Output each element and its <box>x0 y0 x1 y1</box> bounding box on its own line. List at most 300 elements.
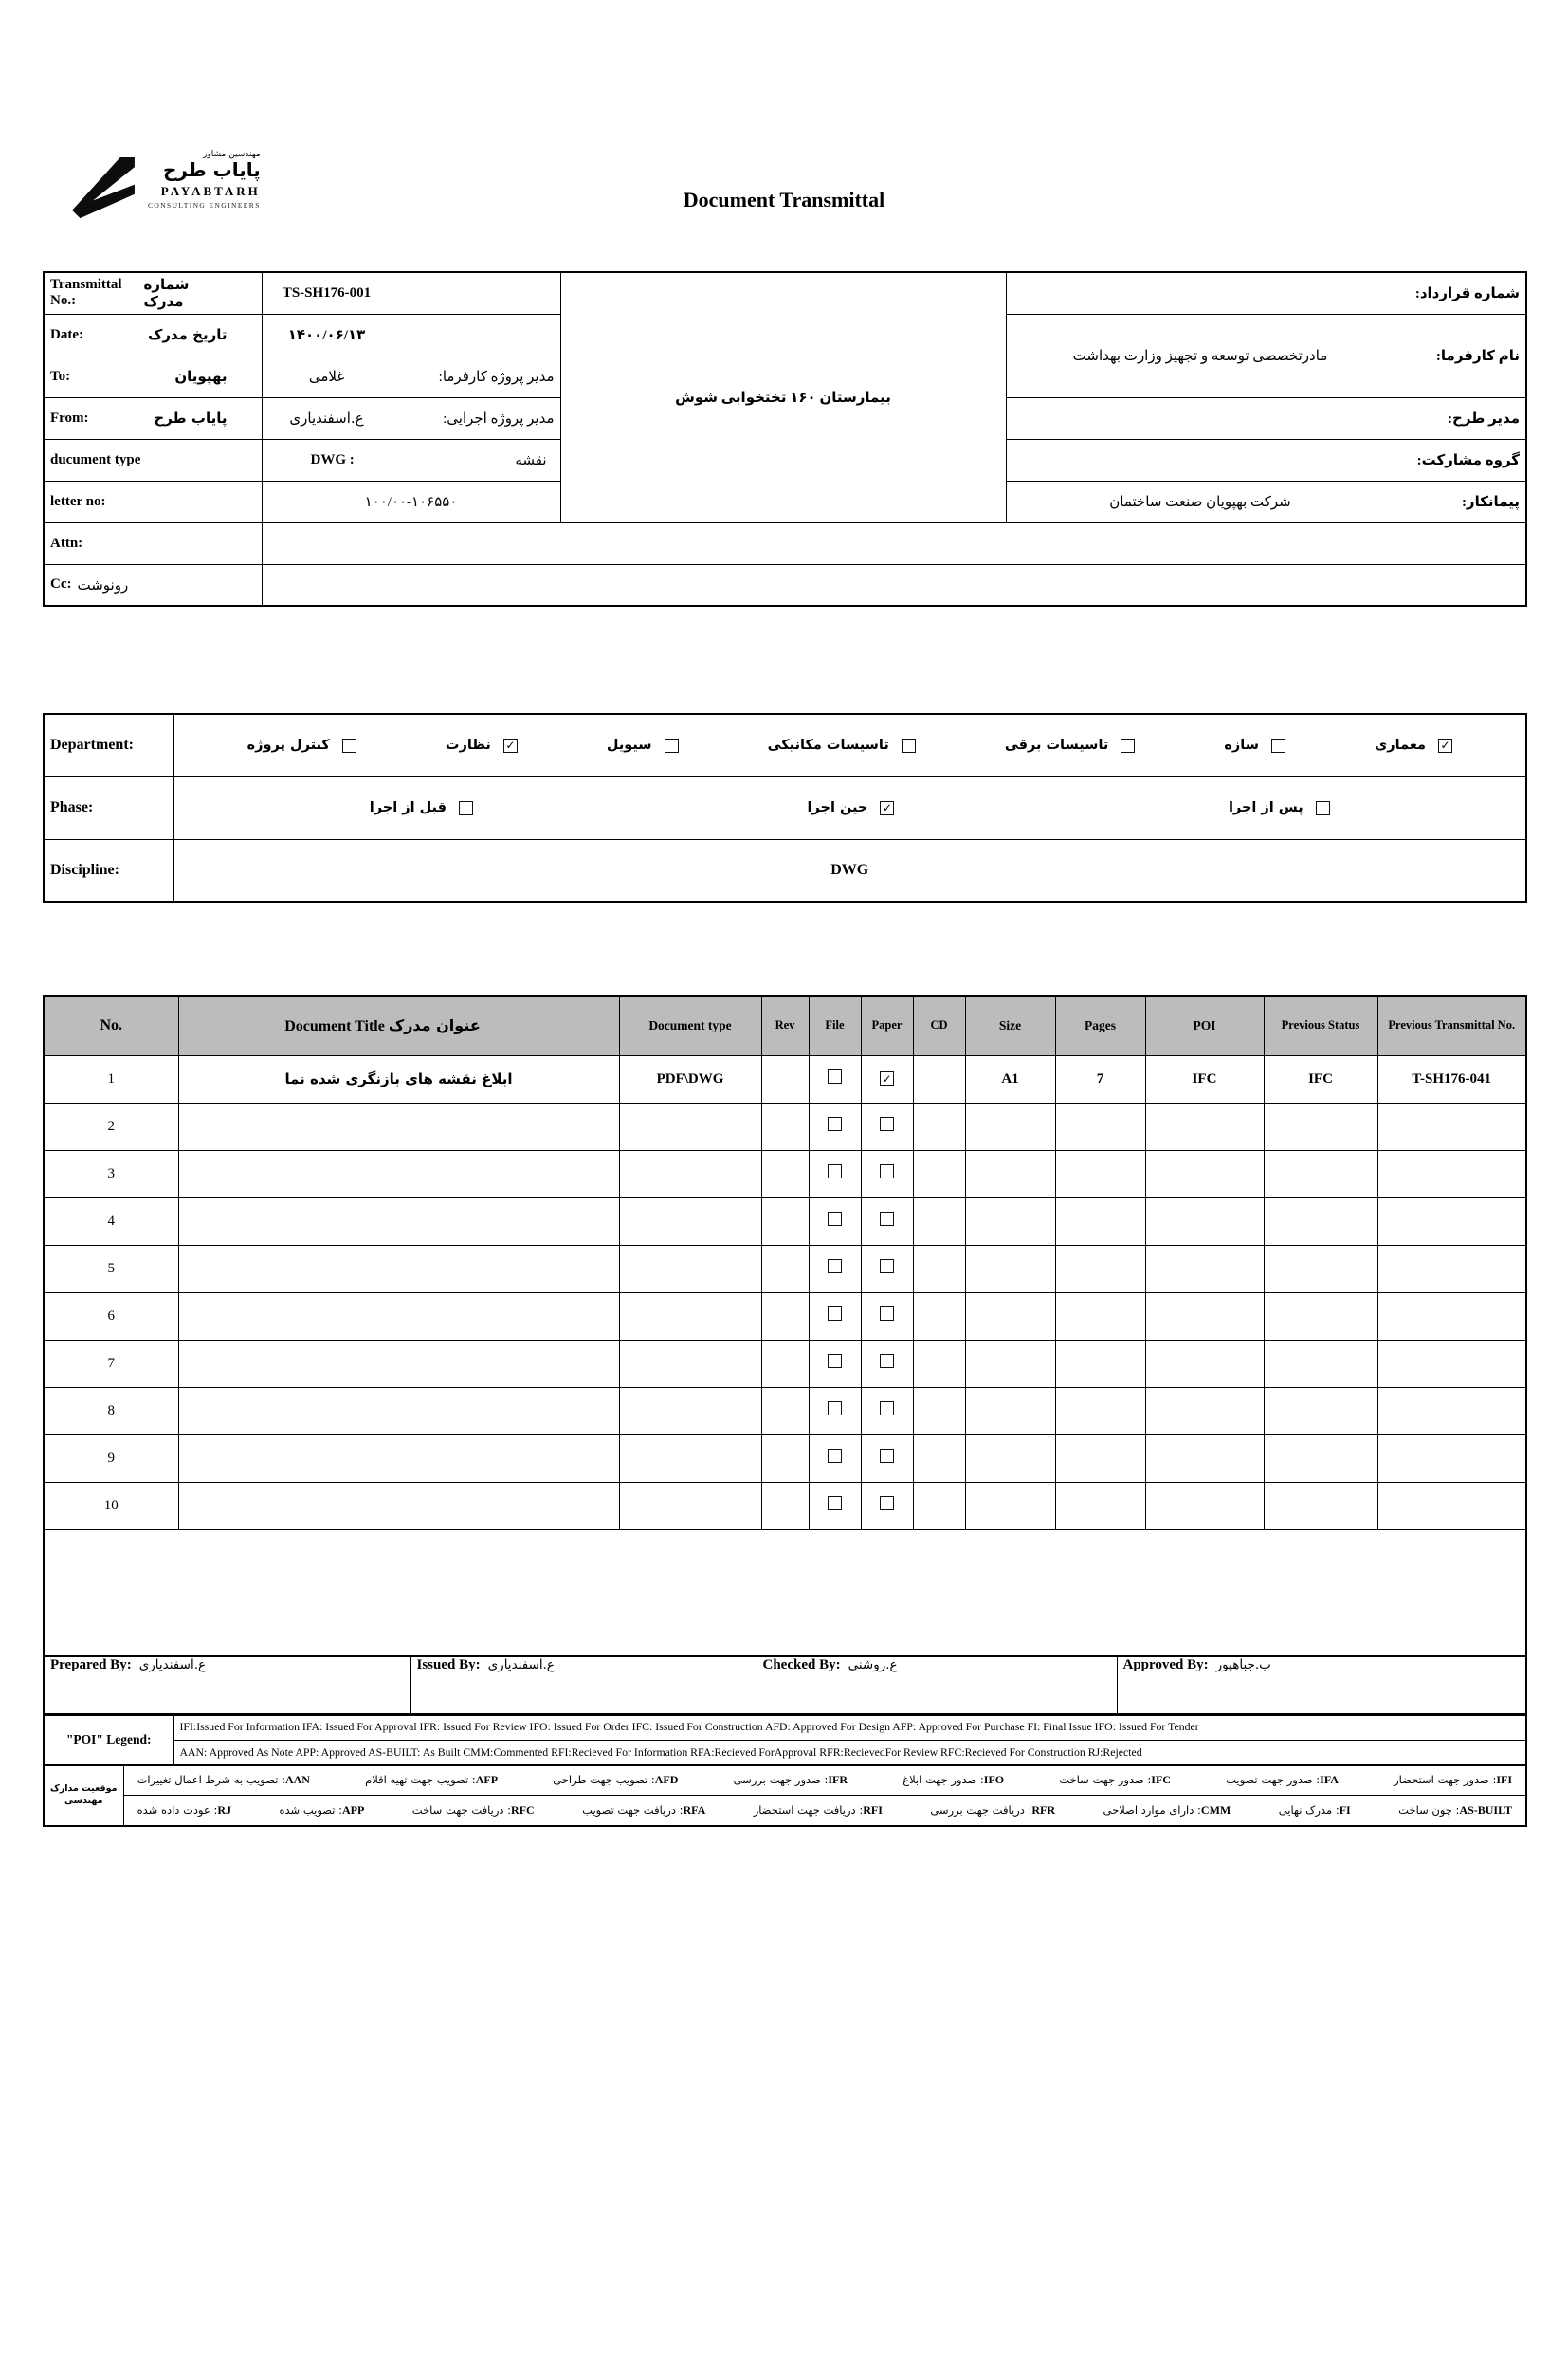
document-cell-rev <box>761 1245 809 1292</box>
phase-option-label: قبل از اجرا <box>369 800 447 815</box>
document-cell-no: 6 <box>44 1292 178 1340</box>
contract-no-label: شماره قرارداد: <box>1395 272 1526 314</box>
document-cell-cd <box>913 1245 965 1292</box>
cc-value-cell <box>262 564 1526 606</box>
document-cell-file <box>809 1055 861 1103</box>
document-cell-size <box>965 1150 1055 1197</box>
legend-item: RJ: عودت داده شده <box>137 1802 232 1817</box>
document-cell-pages <box>1055 1434 1145 1482</box>
partnership-group-label: گروه مشارکت: <box>1395 439 1526 481</box>
design-manager-label: مدیر طرح: <box>1395 397 1526 439</box>
phase-option <box>808 800 895 815</box>
document-cell-size <box>965 1197 1055 1245</box>
approved-by-cell <box>1117 1656 1526 1715</box>
document-cell-title <box>178 1197 619 1245</box>
transmittal-no-label-en: Transmittal No.: <box>50 277 122 309</box>
document-cell-paper <box>861 1055 913 1103</box>
document-cell-type <box>619 1197 761 1245</box>
document-row <box>44 1482 1526 1529</box>
document-cell-no: 4 <box>44 1197 178 1245</box>
issued-by-label: Issued By: <box>416 1656 481 1672</box>
legend-item: IFO: صدور جهت ابلاغ <box>903 1773 1005 1787</box>
document-cell-type <box>619 1434 761 1482</box>
document-row <box>44 1055 1526 1103</box>
document-cell-poi <box>1145 1150 1264 1197</box>
document-cell-paper <box>861 1387 913 1434</box>
to-value: بهپویان <box>174 368 228 385</box>
document-cell-title <box>178 1150 619 1197</box>
department-checkbox[interactable] <box>1271 739 1285 753</box>
document-cell-prev_status <box>1264 1340 1377 1387</box>
discipline-row <box>44 839 1526 902</box>
file-checkbox[interactable] <box>828 1306 842 1321</box>
phase-label: Phase: <box>44 776 173 839</box>
document-cell-size <box>965 1434 1055 1482</box>
department-checkbox[interactable] <box>902 739 916 753</box>
header-size: Size <box>965 996 1055 1055</box>
document-cell-paper <box>861 1150 913 1197</box>
legend-item: AFD: تصویب جهت طراحی <box>553 1773 679 1787</box>
documents-table <box>43 995 1527 1657</box>
document-cell-cd <box>913 1387 965 1434</box>
document-cell-rev <box>761 1197 809 1245</box>
file-checkbox[interactable] <box>828 1117 842 1131</box>
document-cell-poi <box>1145 1292 1264 1340</box>
legend-item: IFA: صدور جهت تصویب <box>1226 1773 1339 1787</box>
legend-code: RJ <box>217 1802 232 1817</box>
document-cell-type: PDF\DWG <box>619 1055 761 1103</box>
document-cell-type <box>619 1150 761 1197</box>
phase-option-label: پس از اجرا <box>1228 800 1304 815</box>
department-checkbox[interactable] <box>1121 739 1135 753</box>
document-cell-rev <box>761 1103 809 1150</box>
document-cell-size <box>965 1482 1055 1529</box>
department-option <box>1005 738 1136 753</box>
phase-checkbox[interactable]: ✓ <box>880 801 894 815</box>
document-cell-paper <box>861 1434 913 1482</box>
document-row <box>44 1434 1526 1482</box>
document-cell-prev_status <box>1264 1150 1377 1197</box>
poi-legend-fa-table <box>43 1764 1527 1827</box>
document-cell-prev_status <box>1264 1245 1377 1292</box>
document-cell-poi <box>1145 1245 1264 1292</box>
document-row <box>44 1245 1526 1292</box>
document-cell-prev_transmittal <box>1377 1482 1526 1529</box>
logo-subtitle: CONSULTING ENGINEERS <box>148 201 261 210</box>
doctype-value-cell <box>262 439 560 481</box>
document-cell-no: 3 <box>44 1150 178 1197</box>
document-cell-no: 1 <box>44 1055 178 1103</box>
legend-code: APP <box>342 1802 365 1817</box>
approved-by-label: Approved By: <box>1122 1656 1209 1672</box>
document-cell-title: ابلاغ نقشه های بازنگری شده نما <box>178 1055 619 1103</box>
document-cell-file <box>809 1387 861 1434</box>
department-option <box>446 738 518 753</box>
documents-empty-area <box>44 1529 1526 1656</box>
document-cell-no: 8 <box>44 1387 178 1434</box>
legend-code: CMM <box>1200 1802 1231 1817</box>
document-row <box>44 1387 1526 1434</box>
document-cell-title <box>178 1103 619 1150</box>
document-cell-no: 7 <box>44 1340 178 1387</box>
document-row <box>44 1292 1526 1340</box>
legend-item: AS-BUILT: چون ساخت <box>1398 1802 1512 1817</box>
legend-item: IFI: صدور جهت استحضار <box>1394 1773 1512 1787</box>
cc-label-en: Cc: <box>50 576 72 593</box>
legend-item: RFI: دریافت جهت استحضار <box>753 1802 883 1817</box>
poi-legend-row-1 <box>44 1714 1526 1740</box>
poi-legend-fa-line2-cell <box>123 1796 1526 1826</box>
document-cell-rev <box>761 1387 809 1434</box>
department-checkbox[interactable] <box>342 739 356 753</box>
logo-brand-en: PAYABTARH <box>160 184 261 198</box>
document-cell-pages <box>1055 1103 1145 1150</box>
department-option-label: تاسیسات برقی <box>1004 738 1109 754</box>
legend-item: IFR: صدور جهت بررسی <box>733 1773 848 1787</box>
document-cell-type <box>619 1387 761 1434</box>
doctype-label: ducument type <box>50 451 141 467</box>
doctype-label-cell <box>44 439 262 481</box>
legend-item: RFR: دریافت جهت بررسی <box>930 1802 1056 1817</box>
phase-row <box>44 776 1526 839</box>
legend-code: AAN <box>284 1773 310 1787</box>
doctype-value: DWG : <box>310 451 355 467</box>
legend-code: AFP <box>475 1773 499 1787</box>
document-cell-cd <box>913 1292 965 1340</box>
document-cell-file <box>809 1434 861 1482</box>
document-cell-rev <box>761 1150 809 1197</box>
cc-label-fa: رونوشت <box>77 575 129 594</box>
department-label: Department: <box>44 714 173 776</box>
contractor-value: شرکت بهپویان صنعت ساختمان <box>1006 481 1395 522</box>
header-title <box>178 996 619 1055</box>
department-row <box>44 714 1526 776</box>
document-cell-title <box>178 1482 619 1529</box>
document-cell-poi: IFC <box>1145 1055 1264 1103</box>
document-cell-file <box>809 1245 861 1292</box>
document-cell-title <box>178 1292 619 1340</box>
file-checkbox[interactable] <box>828 1496 842 1510</box>
legend-item: CMM: دارای موارد اصلاحی <box>1103 1802 1231 1817</box>
legend-item: IFC: صدور جهت ساخت <box>1059 1773 1171 1787</box>
document-cell-size <box>965 1103 1055 1150</box>
document-cell-paper <box>861 1292 913 1340</box>
poi-legend-fa-row-2 <box>44 1796 1526 1826</box>
discipline-label: Discipline: <box>44 839 173 902</box>
checked-by-name: ع.روشنی <box>848 1656 898 1672</box>
checked-by-cell <box>757 1656 1117 1715</box>
legend-code: IFI <box>1496 1773 1512 1787</box>
contract-no-value <box>1006 272 1395 314</box>
transmittal-no-value: TS-SH176-001 <box>262 272 392 314</box>
document-cell-rev <box>761 1340 809 1387</box>
header-title-fa: عنوان مدرک <box>388 1016 481 1035</box>
poi-legend-row-2 <box>44 1740 1526 1765</box>
paper-checkbox[interactable] <box>880 1164 894 1178</box>
paper-checkbox[interactable] <box>880 1401 894 1415</box>
file-checkbox[interactable] <box>828 1259 842 1273</box>
document-cell-size <box>965 1340 1055 1387</box>
from-role-label: مدیر پروژه اجرایی: <box>392 397 560 439</box>
letter-no-label: letter no: <box>50 493 106 509</box>
document-cell-rev <box>761 1434 809 1482</box>
prepared-by-name: ع.اسفندیاری <box>138 1656 207 1672</box>
document-cell-poi <box>1145 1103 1264 1150</box>
document-cell-poi <box>1145 1387 1264 1434</box>
from-label: From: <box>50 410 89 426</box>
letter-no-value: ۱۰۰/۰۰-۱۰۶۵۵۰ <box>262 481 560 522</box>
paper-checkbox[interactable] <box>880 1117 894 1131</box>
document-row <box>44 1150 1526 1197</box>
document-cell-cd <box>913 1340 965 1387</box>
phase-checkbox[interactable] <box>459 801 473 815</box>
issued-by-name: ع.اسفندیاری <box>487 1656 555 1672</box>
phase-options-cell <box>173 776 1526 839</box>
partnership-group-value <box>1006 439 1395 481</box>
file-checkbox[interactable] <box>828 1069 842 1084</box>
empty-cell <box>392 314 560 356</box>
from-person: ع.اسفندیاری <box>262 397 392 439</box>
empty-cell <box>392 272 560 314</box>
department-checkbox[interactable]: ✓ <box>503 739 518 753</box>
poi-legend-fa-line1 <box>130 1773 1521 1787</box>
file-checkbox[interactable] <box>828 1164 842 1178</box>
department-options <box>180 738 1521 753</box>
legend-item: AAN: تصویب به شرط اعمال تغییرات <box>137 1773 310 1787</box>
document-cell-prev_transmittal <box>1377 1103 1526 1150</box>
contractor-label: پیمانکار: <box>1395 481 1526 522</box>
document-cell-prev_status <box>1264 1482 1377 1529</box>
document-cell-title <box>178 1340 619 1387</box>
document-cell-no: 5 <box>44 1245 178 1292</box>
to-label-cell <box>44 356 262 397</box>
approved-by-name: ب.جباهپور <box>1215 1656 1271 1672</box>
document-cell-cd <box>913 1055 965 1103</box>
legend-item: APP: تصویب شده <box>279 1802 365 1817</box>
legend-code: IFA <box>1320 1773 1339 1787</box>
transmittal-label-cell <box>44 272 262 314</box>
classification-table <box>43 713 1527 903</box>
document-cell-prev_transmittal <box>1377 1245 1526 1292</box>
letter-no-label-cell <box>44 481 262 522</box>
issued-by-cell <box>410 1656 757 1715</box>
legend-item: RFA: دریافت جهت تصویب <box>582 1802 706 1817</box>
paper-checkbox[interactable] <box>880 1306 894 1321</box>
document-cell-paper <box>861 1340 913 1387</box>
document-cell-size: A1 <box>965 1055 1055 1103</box>
department-option-label: سیویل <box>606 738 652 754</box>
header-cd: CD <box>913 996 965 1055</box>
legend-code: RFR <box>1031 1802 1056 1817</box>
design-manager-value <box>1006 397 1395 439</box>
department-checkbox[interactable]: ✓ <box>1438 739 1452 753</box>
document-cell-size <box>965 1245 1055 1292</box>
department-option-label: نظارت <box>445 738 491 754</box>
attn-label-cell <box>44 522 262 564</box>
legend-item: RFC: دریافت جهت ساخت <box>411 1802 535 1817</box>
department-option <box>768 738 916 753</box>
prepared-by-label: Prepared By: <box>50 1656 132 1672</box>
document-cell-prev_transmittal <box>1377 1292 1526 1340</box>
phase-option-label: حین اجرا <box>807 800 868 815</box>
poi-legend-fa-row-1 <box>44 1765 1526 1796</box>
legend-code: IFC <box>1151 1773 1171 1787</box>
cc-label-cell <box>44 564 262 606</box>
department-option <box>607 738 679 753</box>
document-cell-prev_status: IFC <box>1264 1055 1377 1103</box>
department-checkbox[interactable] <box>665 739 679 753</box>
paper-checkbox[interactable] <box>880 1212 894 1226</box>
info-row-transmittal <box>44 272 1526 314</box>
header-document-type: Document type <box>619 996 761 1055</box>
document-cell-cd <box>913 1103 965 1150</box>
date-label-en: Date: <box>50 326 83 342</box>
file-checkbox[interactable] <box>828 1449 842 1463</box>
page-title: Document Transmittal <box>683 188 885 211</box>
document-cell-size <box>965 1387 1055 1434</box>
document-cell-prev_transmittal <box>1377 1387 1526 1434</box>
department-option <box>1375 738 1452 753</box>
paper-checkbox[interactable]: ✓ <box>880 1071 894 1086</box>
transmittal-no-label-fa: شماره مدرک <box>143 276 190 311</box>
document-cell-prev_transmittal: T-SH176-041 <box>1377 1055 1526 1103</box>
file-checkbox[interactable] <box>828 1212 842 1226</box>
document-cell-pages <box>1055 1482 1145 1529</box>
document-cell-file <box>809 1482 861 1529</box>
attn-label: Attn: <box>50 535 83 551</box>
document-cell-cd <box>913 1434 965 1482</box>
document-cell-file <box>809 1150 861 1197</box>
document-cell-paper <box>861 1197 913 1245</box>
document-cell-type <box>619 1292 761 1340</box>
paper-checkbox[interactable] <box>880 1496 894 1510</box>
department-option-label: سازه <box>1224 738 1259 754</box>
prepared-by-cell <box>44 1656 410 1715</box>
document-row <box>44 1340 1526 1387</box>
document-cell-no: 2 <box>44 1103 178 1150</box>
document-cell-pages: 7 <box>1055 1055 1145 1103</box>
documents-empty-area-row <box>44 1529 1526 1656</box>
document-cell-prev_transmittal <box>1377 1150 1526 1197</box>
document-cell-prev_transmittal <box>1377 1340 1526 1387</box>
document-cell-prev_status <box>1264 1197 1377 1245</box>
document-cell-poi <box>1145 1340 1264 1387</box>
file-checkbox[interactable] <box>828 1401 842 1415</box>
info-row-cc <box>44 564 1526 606</box>
document-cell-title <box>178 1387 619 1434</box>
document-cell-no: 9 <box>44 1434 178 1482</box>
date-label-cell <box>44 314 262 356</box>
document-row <box>44 1103 1526 1150</box>
legend-code: AS-BUILT <box>1459 1802 1512 1817</box>
doctype-value-fa: نقشه <box>515 451 547 468</box>
document-cell-pages <box>1055 1197 1145 1245</box>
document-cell-prev_status <box>1264 1103 1377 1150</box>
poi-leg­end-fa-line2 <box>130 1803 1521 1817</box>
header-poi: POI <box>1145 996 1264 1055</box>
attn-value-cell <box>262 522 1526 564</box>
header-file: File <box>809 996 861 1055</box>
legend-code: RFI <box>863 1802 883 1817</box>
header-title-en: Document Title <box>284 1018 385 1035</box>
poi-legend-en-line2: AAN: Approved As Note APP: Approved AS-BUILT: As Built CMM:Commented RFI:Recieved For Information RFA:Recieved ForApproval RFR:RecievedFor Review RFC:Recieved For Construction RJ:Rejected <box>173 1740 1526 1765</box>
paper-checkbox[interactable] <box>880 1449 894 1463</box>
header-pages: Pages <box>1055 996 1145 1055</box>
document-cell-title <box>178 1245 619 1292</box>
info-row-attn <box>44 522 1526 564</box>
document-cell-type <box>619 1245 761 1292</box>
document-cell-type <box>619 1482 761 1529</box>
department-option-label: تاسیسات مکانیکی <box>767 738 889 754</box>
logo-brand-fa: پایاب طرح <box>162 158 261 181</box>
header-paper: Paper <box>861 996 913 1055</box>
document-cell-title <box>178 1434 619 1482</box>
department-option-label: کنترل پروژه <box>246 738 330 754</box>
document-cell-rev <box>761 1292 809 1340</box>
date-value: ۱۴۰۰/۰۶/۱۳ <box>262 314 392 356</box>
document-cell-file <box>809 1340 861 1387</box>
signature-row <box>44 1656 1526 1715</box>
document-cell-poi <box>1145 1197 1264 1245</box>
document-cell-pages <box>1055 1245 1145 1292</box>
legend-code: AFD <box>654 1773 679 1787</box>
document-cell-pages <box>1055 1387 1145 1434</box>
checked-by-label: Checked By: <box>762 1656 841 1672</box>
from-value: پایاب طرح <box>154 410 228 427</box>
department-options-cell <box>173 714 1526 776</box>
to-label: To: <box>50 368 71 384</box>
document-cell-cd <box>913 1197 965 1245</box>
paper-checkbox[interactable] <box>880 1354 894 1368</box>
phase-option <box>370 800 473 815</box>
logo-tagline: مهندسین مشاور <box>203 150 261 159</box>
legend-code: FI <box>1339 1802 1351 1817</box>
phase-checkbox[interactable] <box>1316 801 1330 815</box>
legend-code: RFC <box>511 1802 535 1817</box>
to-person: غلامی <box>262 356 392 397</box>
document-cell-pages <box>1055 1150 1145 1197</box>
department-option <box>247 738 356 753</box>
file-checkbox[interactable] <box>828 1354 842 1368</box>
document-cell-type <box>619 1340 761 1387</box>
department-option-label: معماری <box>1375 738 1426 754</box>
document-cell-pages <box>1055 1292 1145 1340</box>
document-cell-cd <box>913 1482 965 1529</box>
document-row <box>44 1197 1526 1245</box>
signature-table <box>43 1655 1527 1716</box>
document-cell-poi <box>1145 1482 1264 1529</box>
document-cell-paper <box>861 1103 913 1150</box>
poi-legend-table <box>43 1713 1527 1766</box>
header-previous-status: Previous Status <box>1264 996 1377 1055</box>
poi-legend-en-line1: IFI:Issued For Information IFA: Issued For Approval IFR: Issued For Review IFO: Issued For Order IFC: Issued For Construction AFD: Approved For Design AFP: Approved For Purchase FI: Final Issue IFO: Issued For Tender <box>173 1714 1526 1740</box>
paper-checkbox[interactable] <box>880 1259 894 1273</box>
document-cell-poi <box>1145 1434 1264 1482</box>
document-cell-rev <box>761 1482 809 1529</box>
legend-code: IFO <box>983 1773 1005 1787</box>
document-cell-file <box>809 1103 861 1150</box>
poi-legend-fa-line1-cell <box>123 1765 1526 1796</box>
documents-header-row <box>44 996 1526 1055</box>
document-cell-prev_transmittal <box>1377 1197 1526 1245</box>
project-name: بیمارستان ۱۶۰ تختخوابی شوش <box>560 272 1006 522</box>
legend-item: AFP: تصویب جهت تهیه اقلام <box>365 1773 499 1787</box>
document-cell-prev_status <box>1264 1387 1377 1434</box>
document-cell-prev_status <box>1264 1292 1377 1340</box>
document-cell-pages <box>1055 1340 1145 1387</box>
phase-options <box>180 800 1521 815</box>
engineering-docs-status-label: موقعیت مدارک مهندسی <box>44 1765 123 1826</box>
